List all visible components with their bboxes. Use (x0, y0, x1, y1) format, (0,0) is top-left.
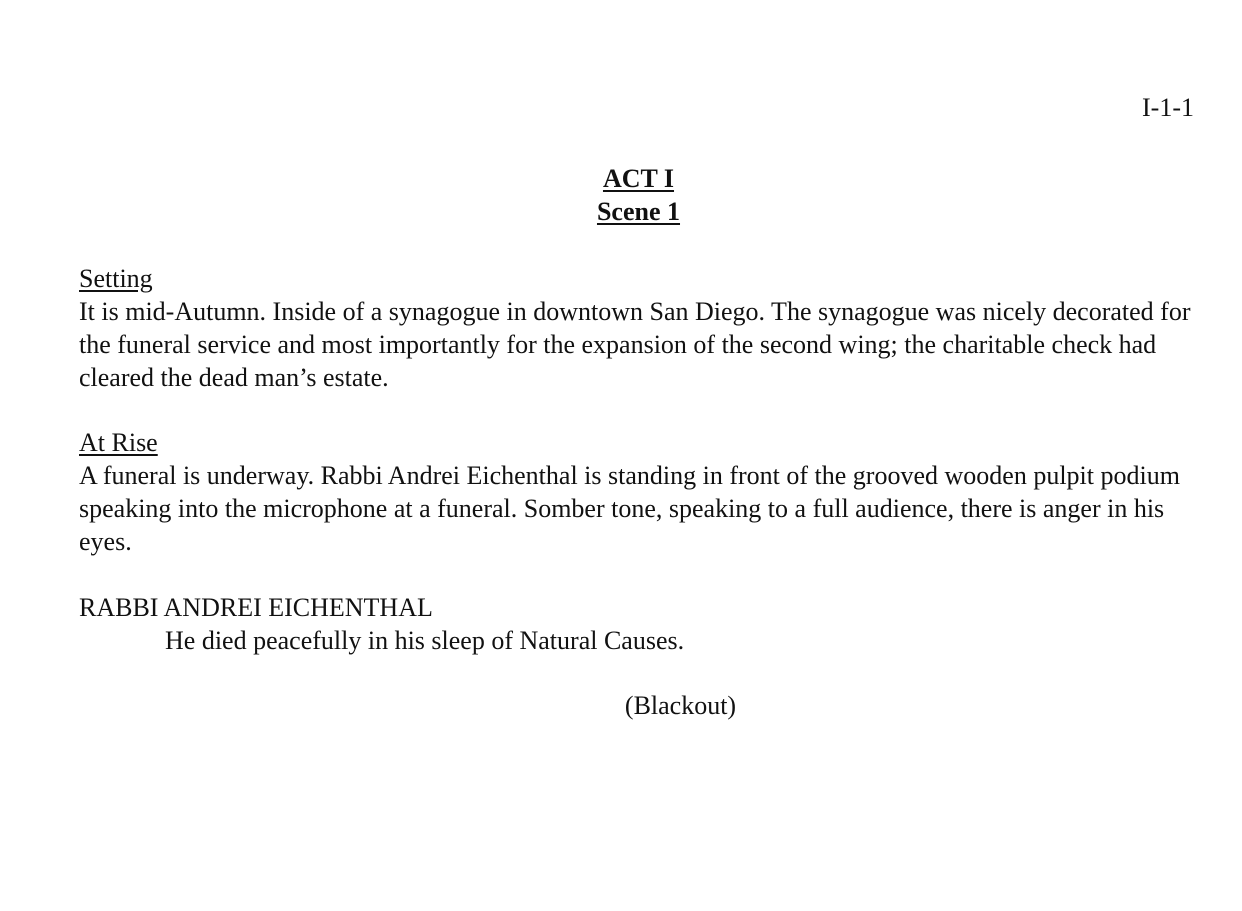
at-rise-label: At Rise (79, 428, 158, 457)
dialogue-line: He died peacefully in his sleep of Natural Causes. (165, 626, 685, 655)
at-rise-text: A funeral is underway. Rabbi Andrei Eichenthal is standing in front of the grooved wooden pulpit podium speaking into the microphone at a funeral. Somber tone, speaking to a full audience, there is anger in his eyes. (79, 461, 1180, 556)
scene-title: Scene 1 (596, 197, 681, 226)
act-title: ACT I (602, 164, 675, 193)
character-name: RABBI ANDREI EICHENTHAL (79, 593, 433, 622)
page-number: I-1-1 (1142, 93, 1194, 122)
dialogue-block (79, 591, 1209, 657)
setting-section (79, 262, 1209, 394)
stage-direction: (Blackout) (624, 691, 737, 720)
setting-text: It is mid-Autumn. Inside of a synagogue in downtown San Diego. The synagogue was nicely decorated for the funeral service and most importantly for the expansion of the second wing; the charitable check had cleared the dead man’s estate. (79, 297, 1191, 392)
at-rise-section (79, 426, 1209, 558)
setting-label: Setting (79, 264, 153, 293)
act-scene-heading (0, 162, 1242, 228)
